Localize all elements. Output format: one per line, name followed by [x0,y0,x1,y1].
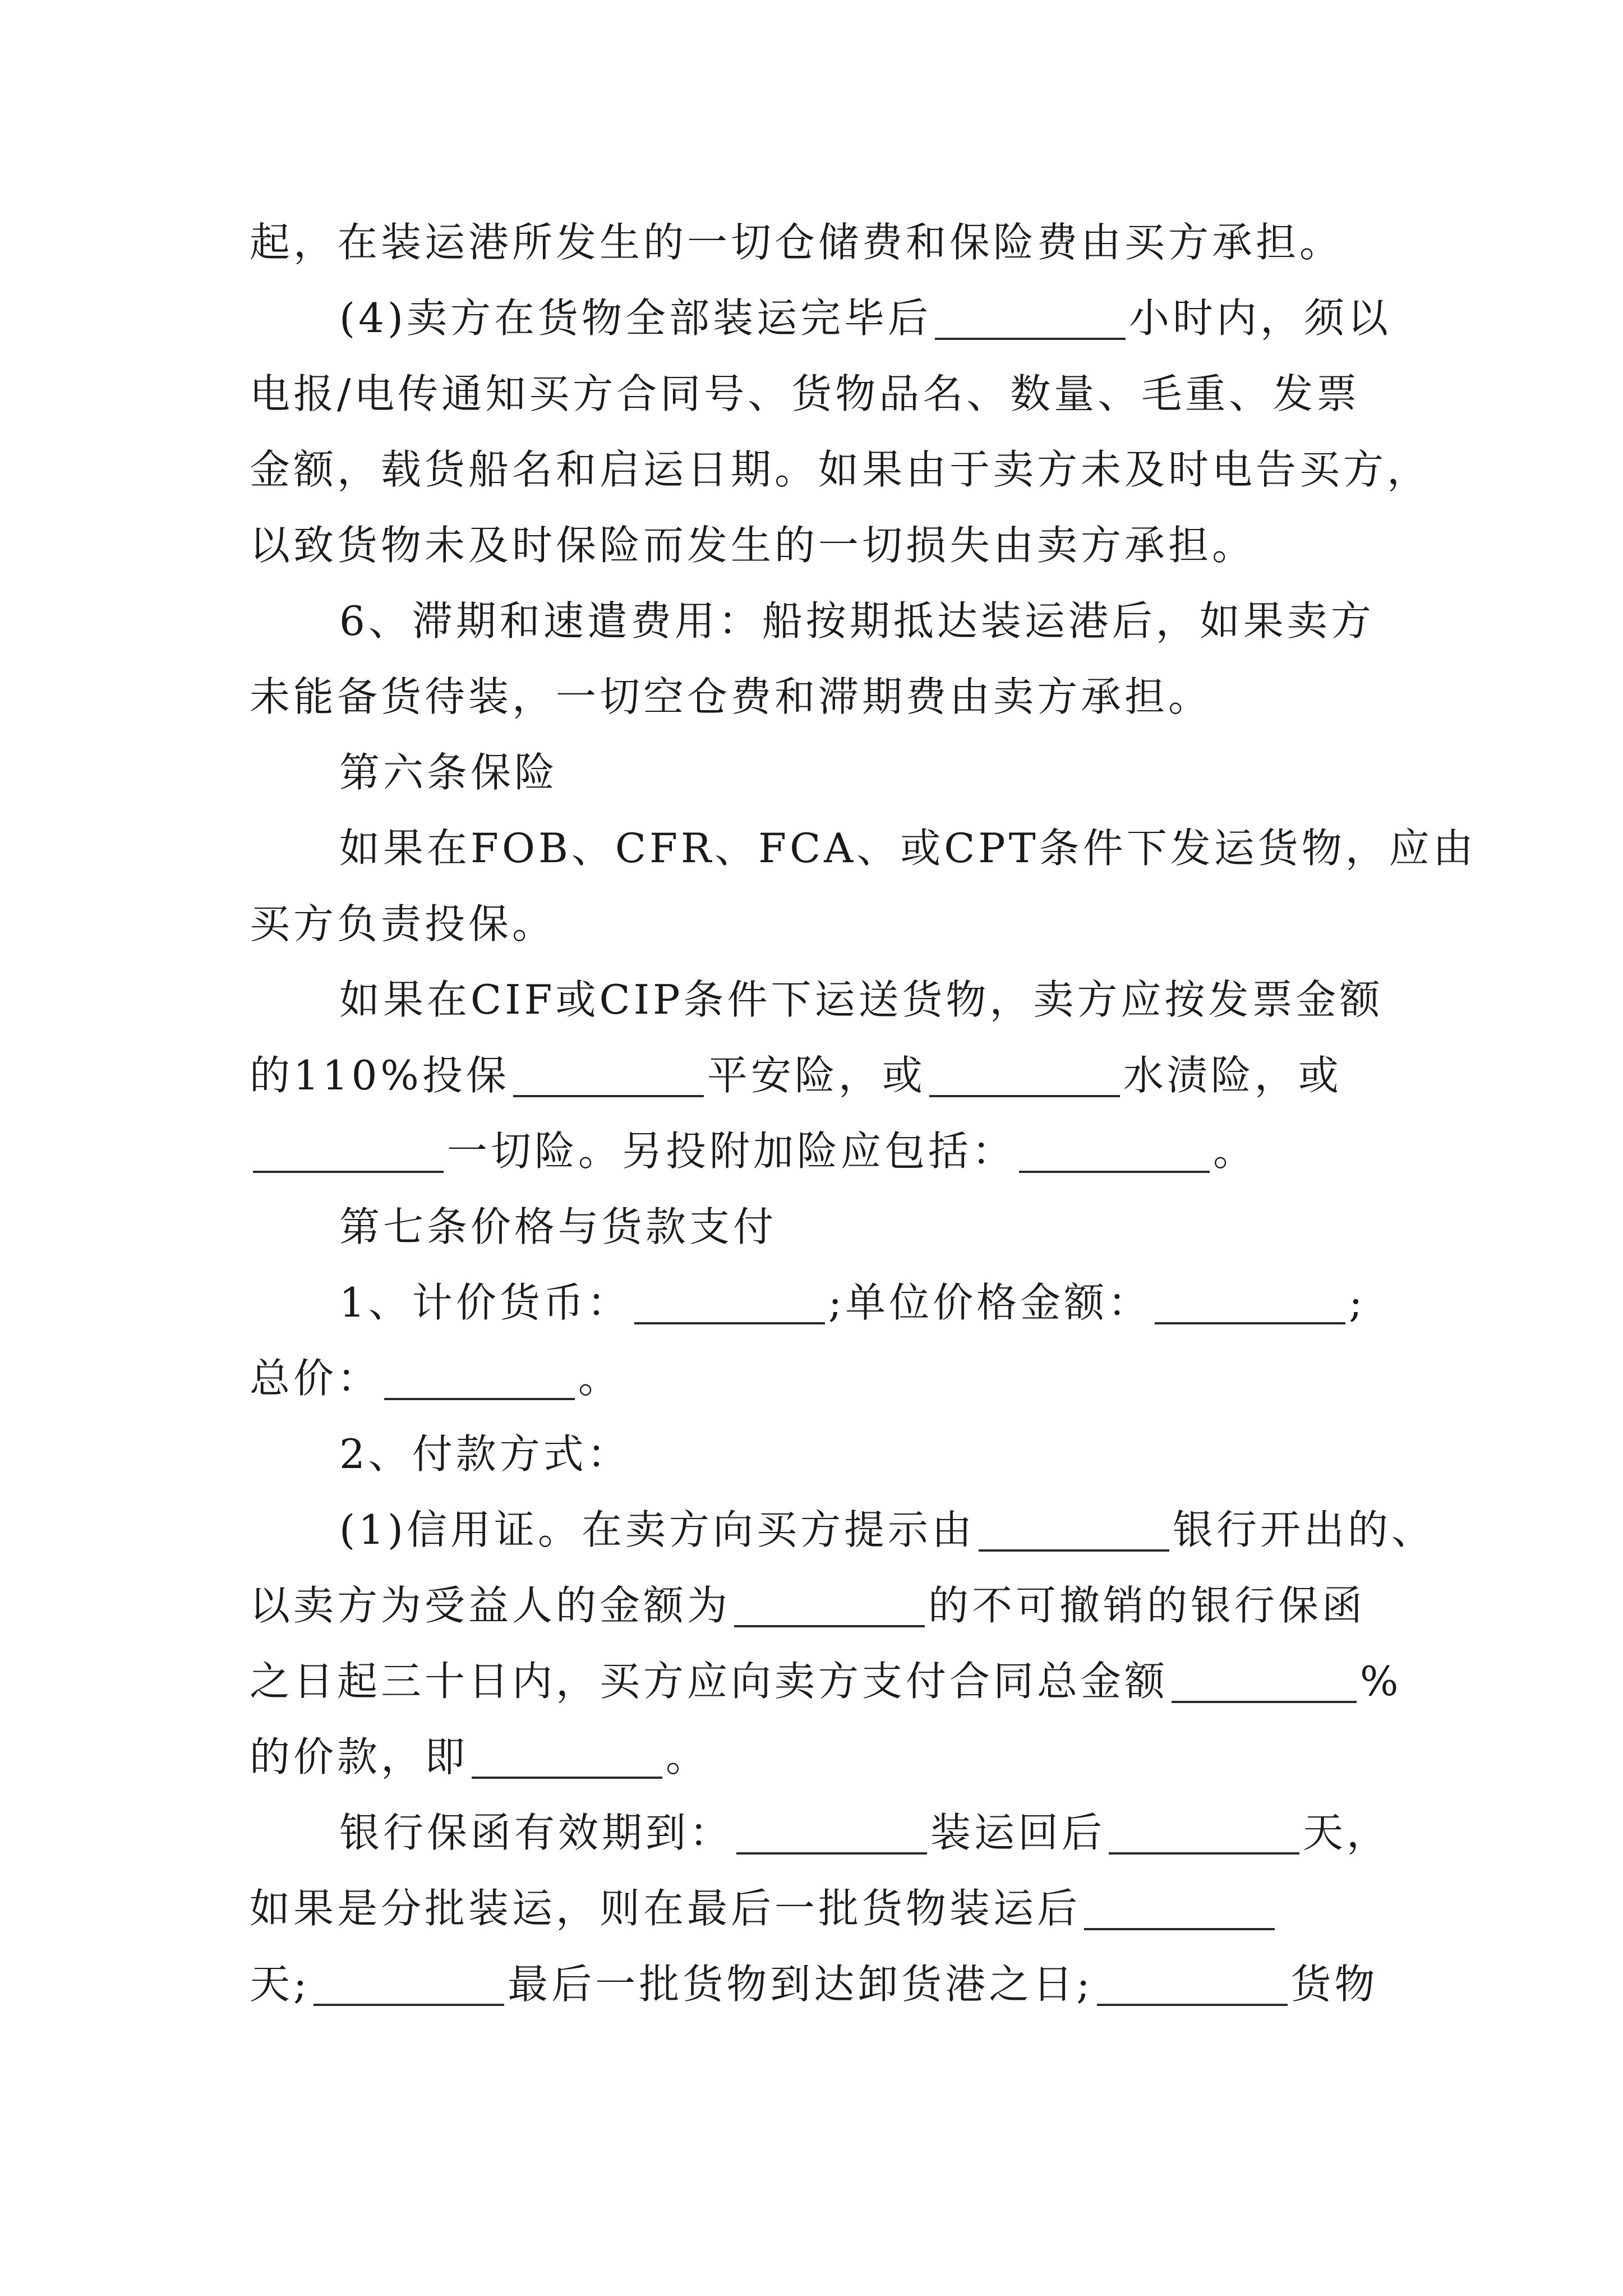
text-segment: 天， [1303,1809,1391,1856]
text-segment: 总价： [250,1355,381,1402]
paragraph-line [339,1795,1391,1871]
paragraph-line [250,1719,1388,1795]
text-segment: 未能备货待装，一切空仓费和滞期费由卖方承担。 [250,673,1212,720]
paragraph-line [250,1114,1388,1189]
text-segment: ;单位价格金额： [828,1279,1152,1326]
paragraph-line [250,508,1388,583]
text-segment: 如果在FOB、CFR、FCA、或CPT条件下发运货物，应由 [339,825,1477,872]
fill-in-blank[interactable] [384,1398,575,1400]
paragraph-line [250,1568,1388,1644]
fill-in-blank[interactable] [253,1171,444,1173]
text-segment: 银行开出的、 [1173,1506,1436,1553]
text-segment: 起，在装运港所发生的一切仓储费和保险费由买方承担。 [250,219,1344,266]
text-segment: ; [1349,1279,1366,1326]
text-segment: 的不可撤销的银行保函 [928,1582,1366,1629]
text-segment: 的价款，即 [250,1733,469,1780]
paragraph-line [250,886,1388,962]
text-segment: 如果在CIF或CIP条件下运送货物，卖方应按发票金额 [339,976,1384,1023]
paragraph-line [250,1341,1388,1416]
section-heading [339,735,1388,811]
text-segment: 以致货物未及时保险而发生的一切损失由卖方承担。 [250,522,1256,569]
text-segment: 如果是分批装运，则在最后一批货物装运后 [250,1885,1081,1932]
fill-in-blank[interactable] [734,1625,925,1627]
paragraph-line [339,1265,1388,1341]
text-segment: 小时内，须以 [1129,295,1392,342]
fill-in-blank[interactable] [313,2004,504,2006]
text-segment: 。 [578,1355,623,1402]
text-segment: 平安险，或 [707,1052,926,1099]
paragraph-line [339,1492,1436,1568]
text-segment: 装运回后 [930,1809,1106,1856]
text-segment: 金额，载货船名和启运日期。如果由于卖方未及时电告买方， [250,446,1431,493]
text-segment: % [1360,1658,1402,1705]
paragraph-line [250,205,1388,280]
paragraph-line [250,1644,1402,1719]
fill-in-blank[interactable] [1084,1928,1275,1930]
paragraph-line [339,962,1388,1038]
paragraph-line [250,1038,1388,1114]
fill-in-blank[interactable] [1019,1171,1210,1173]
fill-in-blank[interactable] [1097,2004,1288,2006]
text-segment: 天; [250,1961,311,2008]
fill-in-blank[interactable] [472,1777,662,1779]
text-segment: (4)卖方在货物全部装运完毕后 [339,295,932,342]
text-segment: 买方负责投保。 [250,900,556,947]
text-segment: 。 [666,1733,710,1780]
paragraph-line [250,1947,1388,2022]
text-segment: 一切险。另投附加险应包括： [447,1128,1016,1175]
text-segment: 2、付款方式： [339,1430,631,1478]
fill-in-blank[interactable] [929,1095,1120,1097]
fill-in-blank[interactable] [1172,1701,1357,1703]
text-segment: 第七条价格与货款支付 [339,1203,777,1250]
text-segment: 。 [1213,1128,1257,1175]
fill-in-blank[interactable] [935,338,1126,340]
paragraph-line [250,1871,1388,1947]
paragraph-line [339,1416,1388,1492]
text-segment: 最后一批货物到达卸货港之日; [508,1961,1094,2008]
text-segment: 电报/电传通知买方合同号、货物品名、数量、毛重、发票 [250,370,1361,417]
paragraph-line [250,356,1388,432]
paragraph-line [339,280,1392,356]
text-segment: 6、滞期和速遣费用：船按期抵达装运港后，如果卖方 [339,597,1375,645]
fill-in-blank[interactable] [979,1549,1169,1552]
text-segment: 以卖方为受益人的金额为 [250,1582,731,1629]
paragraph-line [339,811,1477,886]
text-segment: (1)信用证。在卖方向买方提示由 [339,1506,975,1553]
fill-in-blank[interactable] [634,1322,825,1324]
text-segment: 水渍险，或 [1123,1052,1342,1099]
text-segment: 的110%投保 [250,1052,510,1099]
text-segment: 银行保函有效期到： [339,1809,734,1856]
text-segment: 之日起三十日内，买方应向卖方支付合同总金额 [250,1658,1169,1705]
paragraph-line [250,432,1431,508]
text-segment: 第六条保险 [339,749,559,796]
paragraph-line [339,583,1388,659]
fill-in-blank[interactable] [1155,1322,1345,1324]
text-segment: 1、计价货币： [339,1279,631,1326]
text-segment: 货物 [1290,1961,1378,2008]
fill-in-blank[interactable] [513,1095,704,1097]
fill-in-blank[interactable] [1109,1852,1299,1855]
section-heading [339,1189,1388,1265]
fill-in-blank[interactable] [736,1852,927,1855]
paragraph-line [250,659,1388,735]
